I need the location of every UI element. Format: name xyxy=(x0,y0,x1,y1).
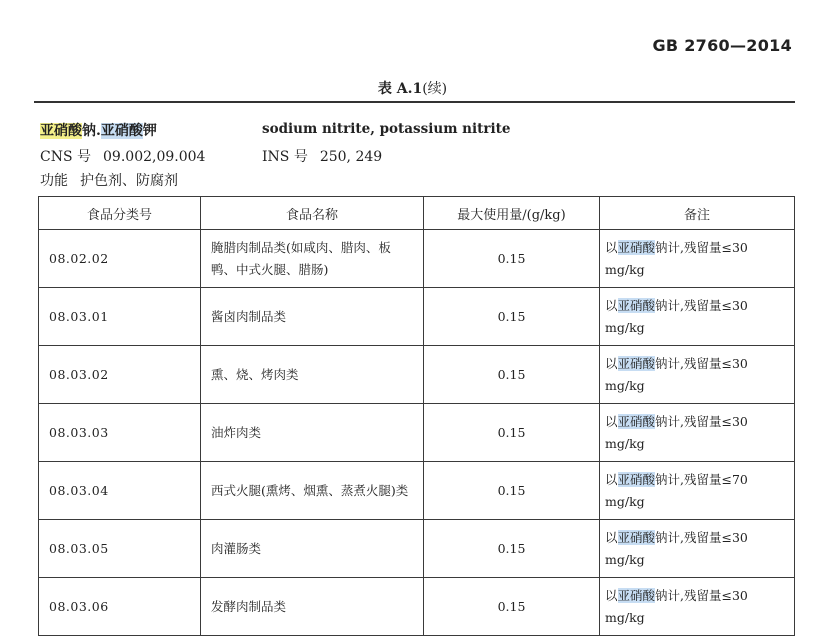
cns-label: CNS 号 xyxy=(40,149,92,165)
header-food-name: 食品名称 xyxy=(201,197,424,230)
max-usage: 0.15 xyxy=(424,462,600,520)
remarks xyxy=(600,520,795,578)
cns-number xyxy=(40,146,205,166)
food-name: 肉灌肠类 xyxy=(201,520,424,578)
remarks-prefix: 以 xyxy=(605,587,618,603)
remarks-prefix: 以 xyxy=(605,471,618,487)
max-usage: 0.15 xyxy=(424,404,600,462)
remarks-suffix: 钠计,残留量≤30 mg/kg xyxy=(605,297,748,335)
table-caption-label: 表 A.1 xyxy=(377,81,423,97)
remarks-prefix: 以 xyxy=(605,355,618,371)
remarks-highlight: 亚硝酸 xyxy=(617,297,656,313)
table-row xyxy=(39,346,795,404)
remarks xyxy=(600,462,795,520)
remarks-prefix: 以 xyxy=(605,413,618,429)
food-name: 腌腊肉制品类(如咸肉、腊肉、板鸭、中式火腿、腊肠) xyxy=(201,230,424,288)
food-name: 熏、烧、烤肉类 xyxy=(201,346,424,404)
function-value: 护色剂、防腐剂 xyxy=(80,173,178,189)
standard-code: GB 2760—2014 xyxy=(652,36,792,55)
food-name: 酱卤肉制品类 xyxy=(201,288,424,346)
remarks-suffix: 钠计,残留量≤30 mg/kg xyxy=(605,355,748,393)
food-name: 发酵肉制品类 xyxy=(201,578,424,636)
additive-name-highlight-2: 亚硝酸 xyxy=(100,123,143,139)
remarks xyxy=(600,578,795,636)
remarks-highlight: 亚硝酸 xyxy=(617,587,656,603)
category-code: 08.03.01 xyxy=(39,288,201,346)
table-row xyxy=(39,230,795,288)
category-code: 08.03.04 xyxy=(39,462,201,520)
remarks-highlight: 亚硝酸 xyxy=(617,413,656,429)
ins-label: INS 号 xyxy=(262,149,308,165)
table-row xyxy=(39,288,795,346)
header-category-code: 食品分类号 xyxy=(39,197,201,230)
remarks-highlight: 亚硝酸 xyxy=(617,471,656,487)
remarks-suffix: 钠计,残留量≤30 mg/kg xyxy=(605,413,748,451)
remarks-prefix: 以 xyxy=(605,239,618,255)
food-name: 西式火腿(熏烤、烟熏、蒸煮火腿)类 xyxy=(201,462,424,520)
table-caption-suffix: (续) xyxy=(422,81,448,97)
remarks-suffix: 钠计,残留量≤30 mg/kg xyxy=(605,239,748,277)
table-caption xyxy=(0,78,825,98)
remarks-suffix: 钠计,残留量≤30 mg/kg xyxy=(605,529,748,567)
category-code: 08.02.02 xyxy=(39,230,201,288)
remarks-suffix: 钠计,残留量≤70 mg/kg xyxy=(605,471,748,509)
category-code: 08.03.06 xyxy=(39,578,201,636)
ins-number xyxy=(262,146,382,166)
cns-value: 09.002,09.004 xyxy=(103,149,206,165)
food-name: 油炸肉类 xyxy=(201,404,424,462)
remarks xyxy=(600,346,795,404)
category-code: 08.03.05 xyxy=(39,520,201,578)
remarks-highlight: 亚硝酸 xyxy=(617,355,656,371)
category-code: 08.03.03 xyxy=(39,404,201,462)
remarks xyxy=(600,404,795,462)
remarks-suffix: 钠计,残留量≤30 mg/kg xyxy=(605,587,748,625)
remarks-prefix: 以 xyxy=(605,529,618,545)
function-label: 功能 xyxy=(40,173,68,189)
table-row xyxy=(39,404,795,462)
remarks xyxy=(600,288,795,346)
table-row xyxy=(39,578,795,636)
table-row xyxy=(39,520,795,578)
additive-name-english: sodium nitrite, potassium nitrite xyxy=(262,121,511,137)
remarks-prefix: 以 xyxy=(605,297,618,313)
header-remarks: 备注 xyxy=(600,197,795,230)
ins-value: 250, 249 xyxy=(319,149,383,165)
category-code: 08.03.02 xyxy=(39,346,201,404)
max-usage: 0.15 xyxy=(424,578,600,636)
max-usage: 0.15 xyxy=(424,230,600,288)
max-usage: 0.15 xyxy=(424,288,600,346)
usage-table xyxy=(38,196,795,636)
additive-name-highlight-1: 亚硝酸 xyxy=(40,123,82,139)
header-rule xyxy=(34,101,795,103)
max-usage: 0.15 xyxy=(424,520,600,578)
additive-name xyxy=(40,120,157,140)
additive-name-text-2: 钾 xyxy=(142,123,157,139)
header-max-usage: 最大使用量/(g/kg) xyxy=(424,197,600,230)
additive-name-text-1: 钠. xyxy=(82,123,101,139)
function-line xyxy=(40,170,178,190)
max-usage: 0.15 xyxy=(424,346,600,404)
remarks-highlight: 亚硝酸 xyxy=(617,239,656,255)
remarks xyxy=(600,230,795,288)
remarks-highlight: 亚硝酸 xyxy=(617,529,656,545)
table-header-row xyxy=(39,197,795,230)
table-row xyxy=(39,462,795,520)
